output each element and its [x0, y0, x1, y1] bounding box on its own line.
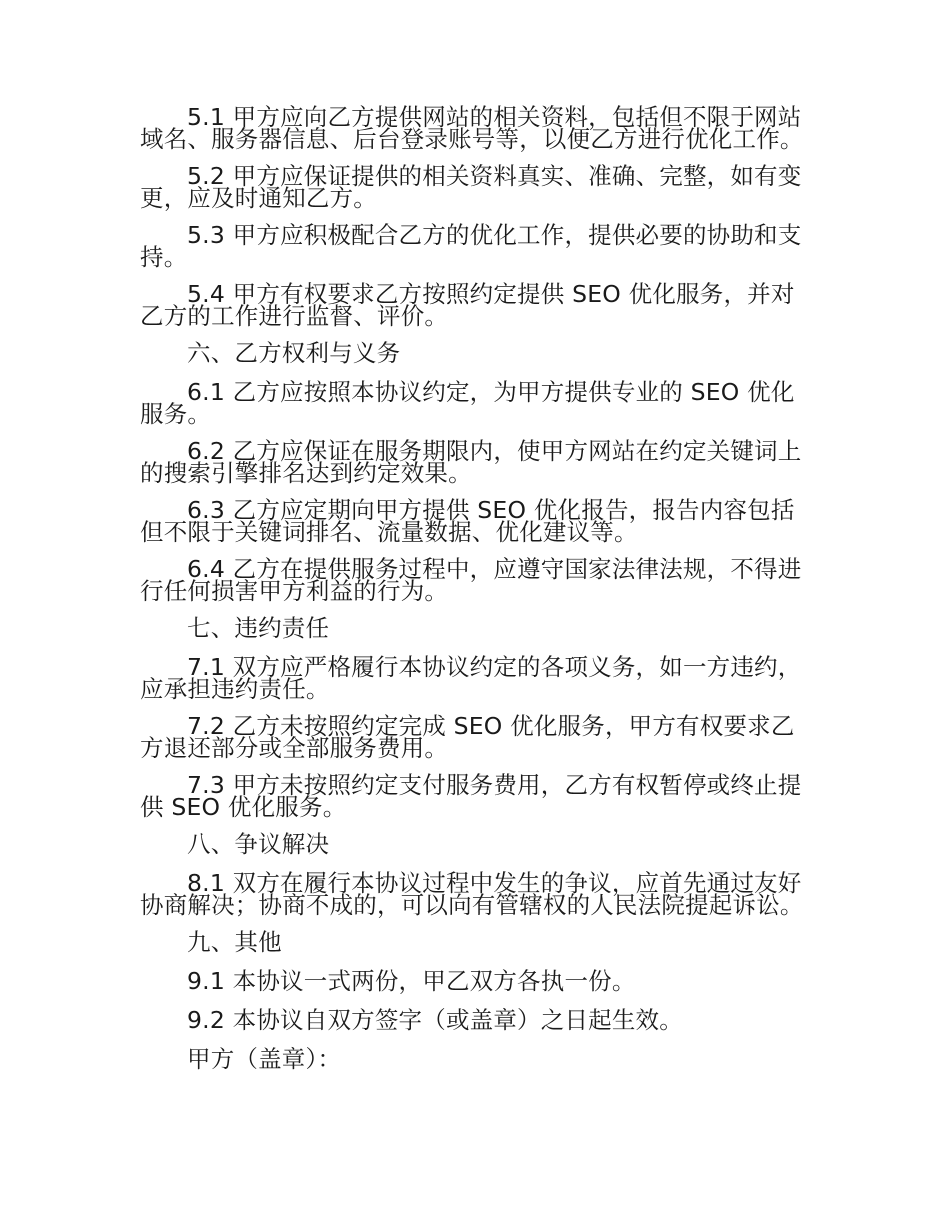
party-a-seal-line: 甲方（盖章）： — [187, 1045, 342, 1073]
clause-6-1: 6.1 乙方应按照本协议约定，为甲方提供专业的 SEO 优化服务。 — [140, 378, 795, 428]
clause-5-1: 5.1 甲方应向乙方提供网站的相关资料，包括但不限于网站域名、服务器信息、后台登录账号等，以便乙方进行优化工作。 — [140, 103, 804, 153]
clause-9-2: 9.2 本协议自双方签字（或盖章）之日起生效。 — [187, 1006, 683, 1034]
clause-7-1: 7.1 双方应严格履行本协议约定的各项义务，如一方违约，应承担违约责任。 — [140, 653, 802, 703]
clause-5-2: 5.2 甲方应保证提供的相关资料真实、准确、完整，如有变更，应及时通知乙方。 — [140, 162, 802, 212]
clause-7-3: 7.3 甲方未按照约定支付服务费用，乙方有权暂停或终止提供 SEO 优化服务。 — [140, 771, 802, 821]
clause-7-2: 7.2 乙方未按照约定完成 SEO 优化服务，甲方有权要求乙方退还部分或全部服务费用。 — [140, 712, 795, 762]
section-heading-6: 六、乙方权利与义务 — [187, 339, 401, 367]
clause-8-1: 8.1 双方在履行本协议过程中发生的争议，应首先通过友好协商解决；协商不成的，可以向有管辖权的人民法院提起诉讼。 — [140, 869, 804, 919]
clause-9-1: 9.1 本协议一式两份，甲乙双方各执一份。 — [187, 967, 636, 995]
clause-5-4: 5.4 甲方有权要求乙方按照约定提供 SEO 优化服务，并对乙方的工作进行监督、评价。 — [140, 280, 795, 330]
section-heading-9: 九、其他 — [187, 928, 282, 956]
section-heading-8: 八、争议解决 — [187, 830, 330, 858]
clause-5-3: 5.3 甲方应积极配合乙方的优化工作，提供必要的协助和支持。 — [140, 221, 802, 271]
document-page — [140, 103, 812, 1087]
clause-6-3: 6.3 乙方应定期向甲方提供 SEO 优化报告，报告内容包括但不限于关键词排名、流量数据、优化建议等。 — [140, 496, 795, 546]
section-heading-7: 七、违约责任 — [187, 614, 330, 642]
clause-6-4: 6.4 乙方在提供服务过程中，应遵守国家法律法规，不得进行任何损害甲方利益的行为。 — [140, 555, 802, 605]
clause-6-2: 6.2 乙方应保证在服务期限内，使甲方网站在约定关键词上的搜索引擎排名达到约定效果。 — [140, 437, 802, 487]
